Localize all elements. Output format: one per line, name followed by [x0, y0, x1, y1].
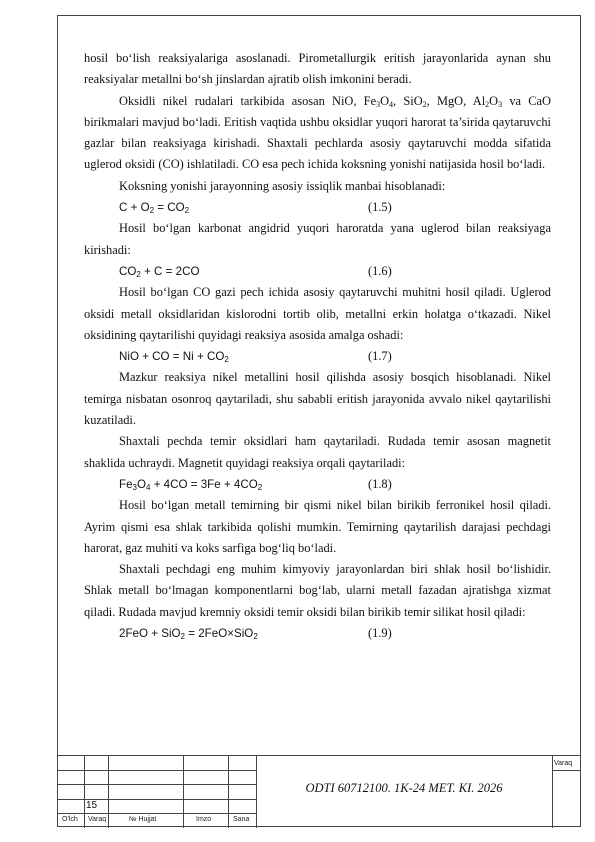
equation-1-7: NiO + CO = $Ni + CO_2$ (1.7)	[84, 346, 551, 367]
paragraph: Shaxtali pechdagi eng muhim kimyoviy jarayonlardan biri shlak hosil bo‘lishidir. Shlak metall bo‘lmagan komponentlarni bog‘lab, ularni metall fazadan ajratishga xizmat qiladi. Rudada mavjud kremniy oksidi temir oksidi bilan birikib temir silikat hosil qiladi:	[84, 562, 551, 619]
document-code: ODTI 60712100. 1K-24 MET. KI. 2026	[305, 781, 503, 795]
varaq-label: Varaq	[554, 760, 573, 767]
equation-1-8: $Fe_3O_4 + 4CO = 3Fe + 4CO_2$ (1.8)	[84, 474, 551, 495]
stamp-col-olch: O'lch	[62, 816, 78, 823]
paragraph: Mazkur reaksiya nikel metallini hosil qilishda asosiy bosqich hisoblanadi. Nikel temirga nisbatan osonroq qaytariladi, shu sababli eritish jarayonida avvalo nikel qaytarilishi kuzatiladi.	[84, 370, 551, 428]
stamp-col-hujjat: № Hujjat	[129, 816, 157, 823]
document-body	[84, 48, 551, 644]
title-block	[57, 755, 581, 827]
stamp-col-sana: Sana	[233, 816, 250, 823]
paragraph: hosil bo‘lish reaksiyalariga asoslanadi. Pirometallurgik eritish jarayonlarida aynan shu reaksiyalar metallni bo‘sh jinslardan ajratib olish imkonini beradi.	[84, 51, 551, 87]
equation-number: (1.6)	[368, 263, 392, 278]
equation-number: (1.7)	[368, 349, 392, 364]
equation-number: (1.9)	[368, 626, 392, 641]
stamp-col-varaq: Varaq	[88, 816, 107, 823]
paragraph: Hosil bo‘lgan karbonat angidrid yuqori haroratda yana uglerod bilan reaksiyaga kirishadi:	[84, 221, 551, 257]
paragraph: Hosil bo‘lgan CO gazi pech ichida asosiy qaytaruvchi muhitni hosil qiladi. Uglerod oksidi metall oksidlaridan kislorodni tortib olib, metallni erkin holatga o‘tkazadi. Nikel oksidining qaytarilishi quyidagi reaksiya asosida amalga oshadi:	[84, 285, 551, 342]
equation-number: (1.8)	[368, 476, 392, 491]
equation-1-9: 2FeO + SiO$_2$ = 2FeO×SiO$_2$ (1.9)	[84, 623, 551, 644]
paragraph: Koksning yonishi jarayonning asosiy issiqlik manbai hisoblanadi:	[119, 178, 446, 193]
equation-1-5: $C + O_2 = CO_2$ (1.5)	[84, 197, 551, 218]
equation-number: (1.5)	[368, 200, 392, 215]
paragraph: Oksidli nikel rudalari tarkibida asosan NiO, $Fe_3O_4$, SiO$_2$, MgO, $Al_2O_3$ va CaO birikmalari mavjud bo‘ladi. Eritish vaqtida ushbu oksidlar yuqori harorat ta’sirida qaytaruvchi gazlar bilan reaksiyaga kirishadi. Shaxtali pechlarda asosiy qaytaruvchi modda sifatida uglerod oksidi (CO) ishlatiladi. CO esa pech ichida koksning yonishi natijasida hosil bo‘ladi.	[84, 93, 551, 172]
stamp-col-imzo: Imzo	[196, 816, 212, 823]
page-number: 15	[86, 800, 98, 811]
paragraph: Shaxtali pechda temir oksidlari ham qaytariladi. Rudada temir asosan magnetit shaklida uchraydi. Magnetit quyidagi reaksiya orqali qaytariladi:	[84, 434, 551, 470]
equation-1-6: $CO_2 + C = 2CO$ (1.6)	[84, 261, 551, 282]
paragraph: Hosil bo‘lgan metall temirning bir qismi nikel bilan birikib ferronikel hosil qiladi. Ayrim qismi esa shlak tarkibida qolishi mumkin. Temirning qaytarilish darajasi pechdagi harorat, gaz muhiti va koks sarfiga bog‘liq bo‘ladi.	[84, 498, 551, 555]
